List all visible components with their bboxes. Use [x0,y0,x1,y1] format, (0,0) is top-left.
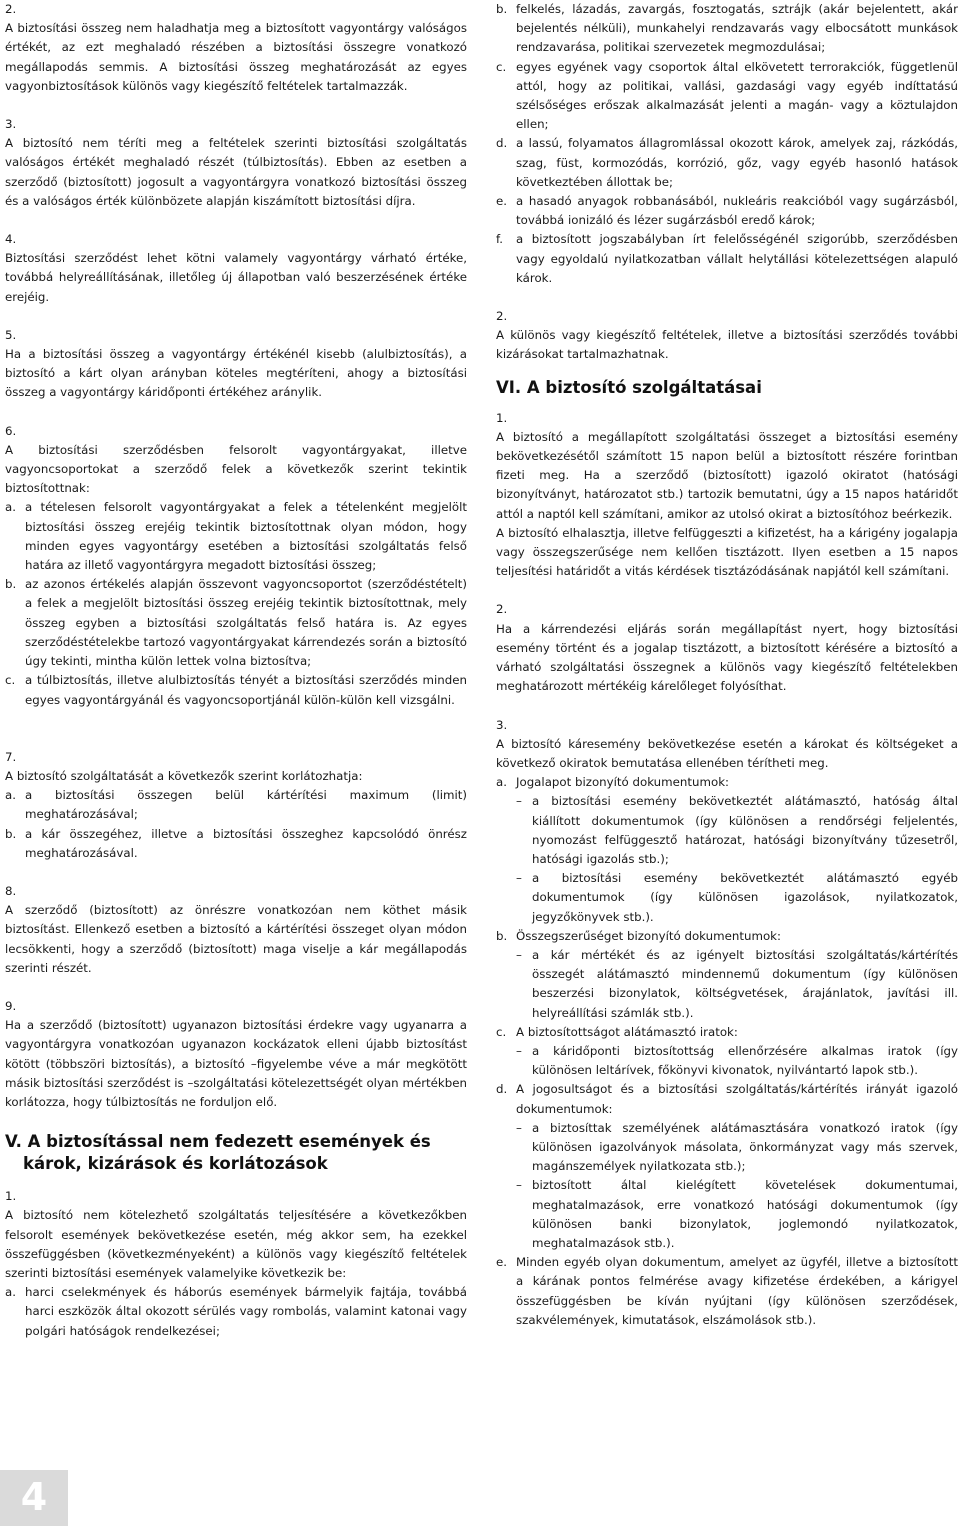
list-item [496,230,958,288]
dash-text: biztosított által kielégített követelések dokumentumai, meghatalmazások, erre vonatkozó hatósági dokumentumok (így különösen banki bizonylatok, joglemondó nyilatkozatok, meghatalmazások stb.). [532,1178,958,1250]
section-number: 9. [5,998,17,1013]
list-text: A jogosultságot és a biztosítási szolgáltatás/kártérítés irányát igazoló dokumentumok: [516,1082,958,1116]
section-number: 3. [5,117,17,132]
list-item [496,1023,958,1042]
list-item [496,773,958,792]
right-column [496,0,958,1330]
dash-text: a biztosíttak személyének alátámasztására vonatkozó iratok (így különösen igazolványok másolata, önkormányzat vagy más szervek, magánszemélyek nyilatkozata stb.); [532,1120,958,1174]
list-text: a kár összegéhez, illetve a biztosítási összeghez kapcsolódó önrész meghatározásával. [25,826,467,860]
paragraph: A biztosítási szerződésben felsorolt vagyontárgyakat, illetve vagyoncsoportokat a szerződő felek a következők szerint tekintik biztosítottnak: [5,442,467,496]
list-item [5,671,467,709]
list-text: a lassú, folyamatos állagromlással okozott károk, amelyek zaj, rázkódás, szag, füst, kormozódás, korrózió, gőz, vagy egyéb hasonló hatások következtében állottak be; [516,136,958,189]
paragraph: A biztosító nem kötelezhető szolgáltatás teljesítésére a következőkben felsorolt események bekövetkezése esetén, még akkor sem, ha ezekkel összefüggésben (következményeként) a különös vagy kiegészítő feltételek szerinti biztosítási események valamelyike következik be: [5,1208,467,1280]
paragraph: A biztosító szolgáltatását a következők szerint korlátozhatja: [5,768,363,783]
list-text: felkelés, lázadás, zavargás, fosztogatás, sztrájk (akár bejelentett, akár bejelentés nélküli), munkahelyi rendzavarás vagy elbocsátott munkások rendzavarása, politikai szervezetek megmozdulásai; [516,2,958,55]
list-item [5,825,467,863]
list-item [496,927,958,946]
list-text: az azonos értékelés alapján összevont vagyoncsoportot (szerződéstételt) a felek a megjelölt biztosítási összeg erejéig tekintik biztosítottnak, mely összeg egyben a biztosítási szolgáltatás felső határa is. Az egyes szerződéstételekbe tartozó vagyontárgyakat kárrendezés során a biztosító úgy tekinti, mintha külön lettek volna biztosítva; [25,577,467,669]
list-text: a hasadó anyagok robbanásából, nukleáris reakcióból vagy sugárzásból, továbbá ionizáló és lézer sugárzásból eredő károk; [516,194,958,228]
paragraph: A különös vagy kiegészítő feltételek, illetve a biztosítási szerződés további kizárásokat tartalmazhatnak. [496,328,958,362]
section-heading: V. A biztosítással nem fedezett események és károk, kizárások és korlátozások [5,1132,431,1174]
dash-mark: – [516,947,522,962]
dash-text: a biztosítási esemény bekövetkeztét alátámasztó, hatóság által kiállított dokumentumok (így különösen a rendőrségi feljelentés, nyomozást felfüggesztő határozat, hatósági bizonyítvány tűzesetről, hatósági igazolás stb.); [532,794,958,866]
dash-item [496,1119,958,1177]
list-text: a tételesen felsorolt vagyontárgyakat a felek a tételenként megjelölt biztosítási összeg erejéig tekintik biztosítottnak olyan módon, hogy minden egyes vagyontárgy esetében a biztosítási szolgáltatás felső határa az illető vagyontárgyra megadott biztosítási összeg; [25,500,467,573]
dash-item [496,1176,958,1253]
list-label: c. [496,1024,507,1039]
list-label: d. [496,1082,508,1097]
dash-text: a káridőponti biztosítottság ellenőrzésére alkalmas iratok (így különösen leltárívek, főkönyvi kivonatok, nyilvántartó lapok stb.). [532,1043,958,1078]
list-label: e. [496,194,508,209]
list-text: a biztosítási összegen belül kártérítési maximum (limit) meghatározásával; [25,788,467,822]
dash-item [496,1042,958,1080]
list-item [5,786,467,824]
section-number: 8. [5,883,17,898]
paragraph: A biztosító nem téríti meg a feltételek szerinti biztosítási szolgáltatás valóságos értékét meghaladó részét (túlbiztosítás). Ebben az esetben a szerződő (biztosított) jogosult a vagyontárgyra vonatkozó biztosítási összeg és a valóságos érték különbözete alapján kiszámított biztosítási díjra. [5,136,467,208]
list-item [496,0,958,58]
dash-item [496,946,958,1023]
list-item [496,192,958,230]
list-label: a. [5,788,16,803]
list-label: b. [5,577,17,592]
list-item [5,1283,467,1341]
section-number: 5. [5,327,17,342]
section-number: 3. [496,717,508,732]
dash-text: a kár mértékét és az igényelt biztosítási szolgáltatás/kártérítés összegét alátámasztó mindennemű dokumentum (így különösen beszerzési bizonylatok, költségvetések, árajánlatok, javítási ill. helyreállítási számlák stb.). [532,947,958,1020]
list-label: e. [496,1255,508,1270]
paragraph: A biztosítási összeg nem haladhatja meg a biztosított vagyontárgy valóságos értékét, az ezt meghaladó részében a biztosítási összegre vonatkozó megállapodás semmis. A biztosítási összeg meghatározását az egyes vagyonbiztosítások különös vagy kiegészítő feltételek tartalmazzák. [5,21,467,93]
dash-text: a biztosítási esemény bekövetkeztét alátámasztó egyéb dokumentumok (így különösen igazolások, nyilatkozatok, jegyzőkönyvek stb.). [532,871,958,924]
list-label: c. [5,673,16,688]
left-column [5,0,467,1341]
list-label: b. [496,2,508,16]
paragraph: Ha a biztosítási összeg a vagyontárgy értékénél kisebb (alulbiztosítás), a biztosító a kárt olyan arányban köteles megtéríteni, ahogy a biztosítási összeg a vagyontárgy káridőponti értékéhez aránylik. [5,347,467,400]
section-heading: VI. A biztosító szolgáltatásai [496,377,762,397]
list-label: f. [496,232,504,247]
list-item [5,498,467,575]
paragraph: Ha a kárrendezési eljárás során megállapítást nyert, hogy biztosítási esemény történt és a jogalap tisztázott, a biztosított kérésére a biztosító a várható szolgáltatási összegnek a különös vagy kiegészítő feltételekben meghatározott mértékéig kárelőleget folyósíthat. [496,621,958,694]
paragraph: A biztosító káresemény bekövetkezése esetén a károkat és költségeket a következő okiratok bemutatása ellenében térítheti meg. [496,736,958,770]
list-text: Jogalapot bizonyító dokumentumok: [516,775,730,790]
list-item [496,1080,958,1118]
dash-item [496,869,958,927]
list-text: A biztosítottságot alátámasztó iratok: [516,1024,738,1039]
paragraph: A szerződő (biztosított) az önrészre vonatkozóan nem köthet másik biztosítást. Ellenkező esetben a biztosító a kártérítési összeget olyan módon lecsökkenti, hogy a szerződő (biztosított) maga viselje a kár megállapodás szerinti részét. [5,903,467,975]
paragraph: Biztosítási szerződést lehet kötni valamely vagyontárgy várható értéke, továbbá helyreállításának, illetőleg új állapotban való beszerzésének értéke erejéig. [5,251,467,304]
paragraph: Ha a szerződő (biztosított) ugyanazon biztosítási érdekre vagy ugyanarra a vagyontárgyra vonatkozóan ugyanazon kockázatok elleni újabb biztosítást kötött (többszöri biztosítás), a biztosító –figyelembe véve a már megkötött másik biztosítási szerződést is –szolgáltatási kötelezettségét olyan mértékben korlátozza, hogy túlbiztosítás ne forduljon elő. [5,1018,467,1109]
dash-mark: – [516,1120,522,1135]
section-number: 4. [5,232,17,247]
list-label: b. [5,826,17,841]
list-label: a. [5,500,16,515]
list-item [496,134,958,192]
section-number: 6. [5,423,17,438]
list-label: c. [496,59,507,74]
paragraph: A biztosító elhalasztja, illetve felfüggeszti a kifizetést, ha a kárigény jogalapja vagy összegszerűsége nem kellően tisztázott. Ilyen esetben a 15 napos teljesítési határidőt a vitás kérdések tisztázódásának napjától kell számítani. [496,525,958,579]
list-text: Összegszerűséget bizonyító dokumentumok: [516,928,781,943]
list-text: Minden egyéb olyan dokumentum, amelyet az ügyfél, illetve a biztosított a kárának pontos felmérése avagy kifizetése érdekében, a kárigyel összefüggésben be kíván nyújtani (így különösen szerződések, szakvélemények, kimutatások, elszámolások stb.). [516,1255,958,1327]
dash-mark: – [516,1043,522,1058]
page-number-box [0,1470,68,1526]
list-label: a. [496,775,507,790]
section-number: 2. [496,602,508,617]
list-text: egyes egyének vagy csoportok által elkövetett terrorakciók, függetlenül attól, hogy az politikai, vallási, gazdasági vagy egyéb indíttatású szélsőséges erőszak alkalmazását jelenti a magán- vagy a köztulajdon ellen; [516,59,958,132]
list-label: d. [496,136,508,151]
page-number: 4 [20,1475,48,1520]
list-text: harci cselekmények és háborús események bármelyik fajtája, továbbá harci eszközök által okozott sérülés vagy rombolás, valamint katonai vagy polgári hatóságok rendelkezései; [25,1285,467,1338]
list-item [496,58,958,135]
dash-mark: – [516,871,522,886]
paragraph: A biztosító a megállapított szolgáltatási összeget a biztosítási esemény bekövetkezésétől számított 15 napon belül a biztosított részére forintban fizeti meg. Ha a szerződő (biztosított) igazoló okiratot (hatósági bizonyítványt, határozatot stb.) tartozik bemutatni, úgy a 15 napos határidőt attól a naptól kell számítani, amikor az utolsó okirat a biztosítóhoz beérkezik. [496,429,958,521]
dash-item [496,792,958,869]
section-number: 2. [5,2,17,16]
list-text: a túlbiztosítás, illetve alulbiztosítás tényét a biztosítási szerződés minden egyes vagyontárgyánál és vagyoncsoportjánál külön-külön kell vizsgálni. [25,673,467,707]
list-label: a. [5,1285,16,1300]
section-number: 7. [5,749,17,764]
dash-mark: – [516,794,522,809]
section-number: 1. [496,410,508,425]
list-item [5,575,467,671]
list-text: a biztosított jogszabályban írt felelősségénél szigorúbb, szerződésben vagy egyoldalú nyilatkozatban vállalt helytállási kötelezettségen alapuló károk. [516,232,958,285]
section-number: 1. [5,1189,17,1204]
list-item [496,1253,958,1330]
dash-mark: – [516,1178,522,1193]
section-number: 2. [496,309,508,324]
list-label: b. [496,928,508,943]
